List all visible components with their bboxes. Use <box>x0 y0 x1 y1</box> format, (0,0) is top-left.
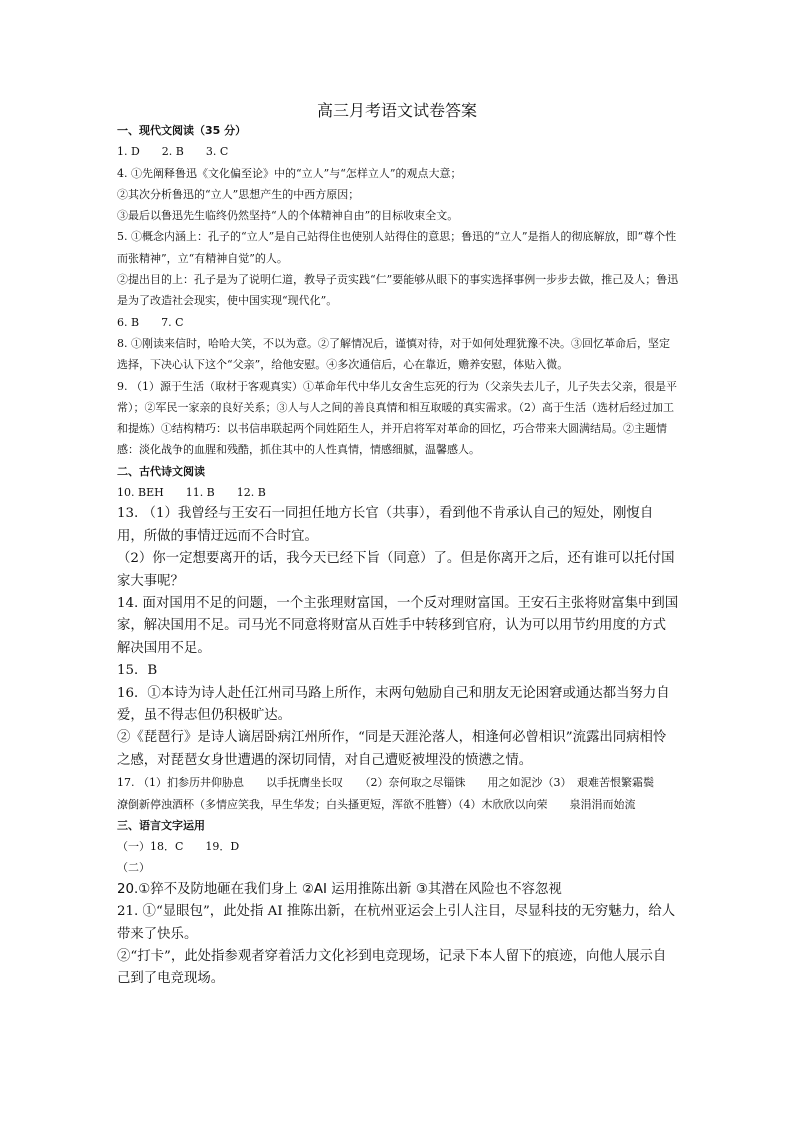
answer-content <box>117 120 679 991</box>
answer-line: 16．①本诗为诗人赴任江州司马路上所作，末两句勉励自己和朋友无论困窘或通达都当努力自爱，虽不得志但仍积极旷达。 <box>117 685 670 723</box>
answer-line: 1. D 2. B 3. C <box>117 145 229 159</box>
answer-line: 5. ①概念内涵上：孔子的“立人”是自己站得住也使别人站得住的意思；鲁迅的“立人”是指人的彻底解放，即“尊个性而张精神”，立“有精神自觉”的人。 <box>117 230 677 265</box>
answer-line: ②其次分析鲁迅的“立人”思想产生的中西方原因； <box>117 187 360 201</box>
answer-line: 20.①猝不及防地砸在我们身上 ②AI 运用推陈出新 ③其潜在风险也不容忽视 <box>117 881 562 897</box>
section-heading-modern-reading: 一、现代文阅读（35 分） <box>117 124 247 137</box>
answer-line: 4. ①先阐释鲁迅《文化偏至论》中的“立人”与“怎样立人”的观点大意； <box>117 166 462 180</box>
section-heading-language-use: 三、语言文字运用 <box>117 818 205 832</box>
answer-line: 13. （1）我曾经与王安石一同担任地方长官（共事），看到他不肯承认自己的短处，刚愎自用，所做的事情迂远而不合时宜。 <box>117 506 654 544</box>
answer-line: （一）18．C 19．D <box>117 840 240 854</box>
answer-line: 14. 面对国用不足的问题，一个主张理财富国，一个反对理财富国。王安石主张将财富集中到国家，解决国用不足。司马光不同意将财富从百姓手中转移到官府，认为可以用节约用度的方式解决国用不足。 <box>117 595 679 656</box>
answer-line: 17. （1）扪参历井仰胁息 以手抚膺坐长叹 （2）奈何取之尽锱铢 用之如泥沙（3） 艰难苦恨繁霜鬓 潦倒新停浊酒杯（多情应笑我，早生华发；白头搔更短，浑欲不胜簪）（4）木欣欣以向荣 泉涓涓而始流 <box>117 776 676 811</box>
answer-line: 6. B 7. C <box>117 315 184 329</box>
answer-line: （2）你一定想要离开的话，我今天已经下旨（同意）了。但是你离开之后，还有谁可以托付国家大事呢？ <box>117 551 675 589</box>
answer-line: 21. ①“显眼包”，此处指 AI 推陈出新，在杭州亚运会上引人注目，尽显科技的无穷魅力，给人带来了快乐。 <box>117 904 676 942</box>
page-title: 高三月考语文试卷答案 <box>316 101 477 120</box>
answer-line: ③最后以鲁迅先生临终仍然坚持“人的个体精神自由”的目标收束全文。 <box>117 209 459 223</box>
answer-line: 10. BEH 11. B 12. B <box>117 486 266 500</box>
answer-line: ②《琵琶行》是诗人谪居卧病江州所作，“同是天涯沦落人，相逢何必曾相识”流露出同病相怜之感，对琵琶女身世遭遇的深切同情，对自己遭贬被埋没的愤懑之情。 <box>117 730 667 768</box>
answer-line: 8. ①刚读来信时，哈哈大笑，不以为意。②了解情况后，谨慎对待，对于如何处理犹豫不决。③回忆革命后，坚定选择，下决心认下这个“父亲”，给他安慰。④多次通信后，心在靠近，赡养安慰，体贴入微。 <box>117 336 670 372</box>
answer-line: 9. （1）源于生活（取材于客观真实）①革命年代中华儿女舍生忘死的行为（父亲失去儿子，儿子失去父亲，很是平常）；②军民一家亲的良好关系；③人与人之间的善良真情和相互取暖的真实需求。（2）高于生活（选材后经过加工和提炼）①结构精巧：以书信串联起两个同姓陌生人，并开启将军对革命的回忆，巧合带来大圆满结局。②主题情感：淡化战争的血腥和残酷，抓住其中的人性真情，情感细腻，温馨感人。 <box>117 379 677 457</box>
answer-line: ②“打卡”，此处指参观者穿着活力文化衫到电竞现场，记录下本人留下的痕迹，向他人展示自己到了电竞现场。 <box>117 948 667 987</box>
answer-line: （二） <box>117 861 150 875</box>
answer-line: ②提出目的上：孔子是为了说明仁道，教导子贡实践“仁”要能够从眼下的事实选择事例一步步去做，推己及人；鲁迅是为了改造社会现实，使中国实现“现代化”。 <box>117 273 679 308</box>
answer-line: 15．B <box>117 663 158 679</box>
section-heading-classical-reading: 二、古代诗文阅读 <box>117 464 205 478</box>
